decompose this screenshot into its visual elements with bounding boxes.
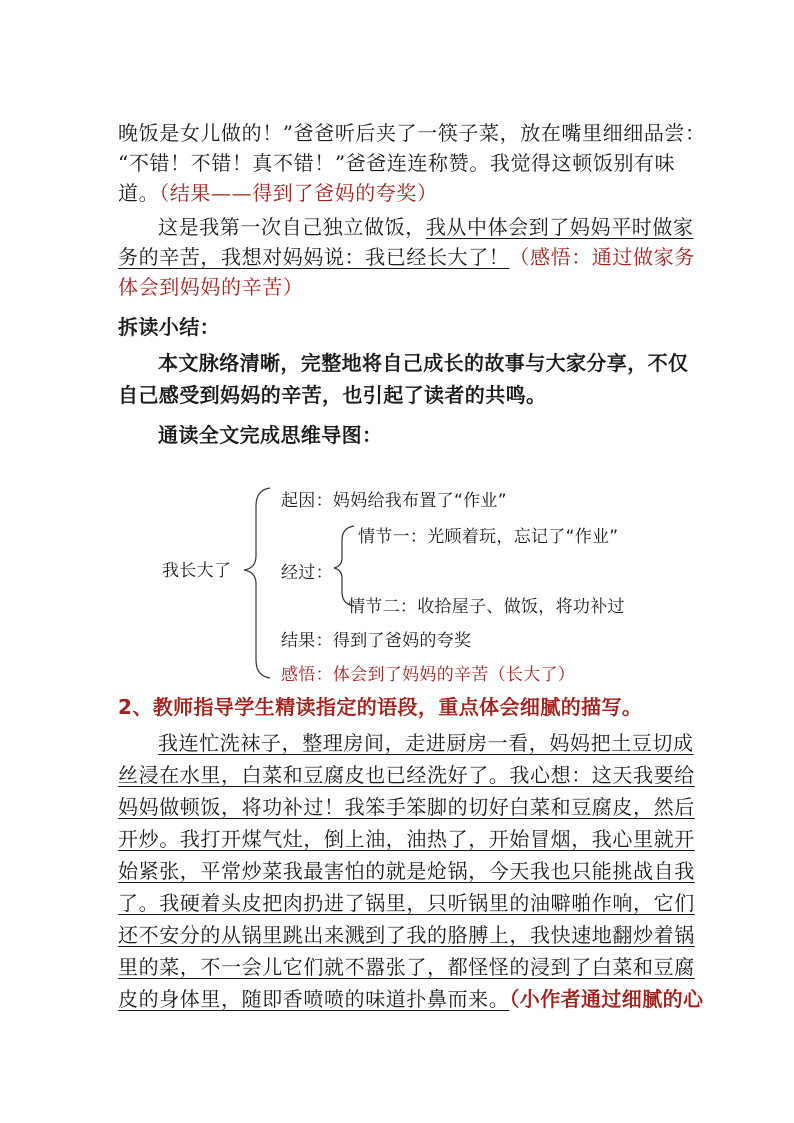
reading-line: 始紧张，平常炒菜我最害怕的就是炝锅，今天我也只能挑战自我 — [118, 859, 695, 883]
reading-line — [118, 984, 704, 1014]
paragraph-line: “不错！不错！真不错！”爸爸连连称赞。我觉得这顿饭别有味 — [118, 151, 676, 175]
reading-line: 丝浸在水里，白菜和豆腐皮也已经洗好了。我心想：这天我要给 — [118, 763, 695, 787]
paragraph-text: 道。 — [118, 181, 160, 205]
reading-line: 里的菜，不一会儿它们就不嚣张了，都怪怪的浸到了白菜和豆腐 — [118, 955, 695, 979]
annotation-note: （小作者通过细腻的心 — [509, 987, 704, 1011]
reading-line: 开炒。我打开煤气灶，倒上油，油热了，开始冒烟，我心里就开 — [118, 827, 695, 851]
reading-line: 我连忙洗袜子，整理房间，走进厨房一看，妈妈把土豆切成 — [158, 731, 694, 755]
paragraph-text: 这是我第一次自己独立做饭， — [158, 215, 426, 239]
mind-map-cause: 起因：妈妈给我布置了“作业” — [281, 491, 507, 511]
reading-line: 还不安分的从锅里跳出来溅到了我的胳膊上，我快速地翻炒着锅 — [118, 923, 695, 947]
reading-line: 了。我硬着头皮把肉扔进了锅里，只听锅里的油噼啪作响，它们 — [118, 891, 695, 915]
mind-map-process: 经过： — [281, 563, 333, 583]
annotation-note: 体会到妈妈的辛苦） — [118, 275, 304, 299]
underlined-text: 务的辛苦，我想对妈妈说：我已经长大了！ — [118, 245, 510, 269]
underlined-text: 皮的身体里，随即香喷喷的味道扑鼻而来。 — [118, 987, 510, 1011]
mind-map-plot2: 情节二：收拾屋子、做饭，将功补过 — [348, 597, 625, 617]
mind-map-root: 我长大了 — [162, 561, 232, 581]
annotation-note: （结果——得到了爸妈的夸奖） — [159, 181, 438, 205]
paragraph-line: 晚饭是女儿做的！”爸爸听后夹了一筷子菜，放在嘴里细细品尝： — [118, 121, 706, 145]
mind-map-plot1: 情节一：光顾着玩，忘记了“作业” — [358, 527, 619, 547]
mindmap-intro: 通读全文完成思维导图： — [158, 423, 383, 447]
mind-map-insight: 感悟：体会到了妈妈的辛苦（长大了） — [281, 665, 576, 685]
main-brace — [244, 488, 270, 678]
mind-map-result: 结果：得到了爸妈的夸奖 — [281, 631, 472, 651]
summary-heading: 拆读小结： — [118, 315, 220, 339]
summary-line: 本文脉络清晰，完整地将自己成长的故事与大家分享，不仅 — [158, 351, 689, 375]
annotation-note: （感悟：通过做家务 — [509, 245, 695, 269]
section-heading: 2、教师指导学生精读指定的语段，重点体会细腻的描写。 — [118, 695, 643, 719]
underlined-text: 我从中体会到了妈妈平时做家 — [425, 215, 694, 239]
reading-line: 妈妈做顿饭，将功补过！我笨手笨脚的切好白菜和豆腐皮，然后 — [118, 795, 695, 819]
summary-line: 自己感受到妈妈的辛苦，也引起了读者的共鸣。 — [118, 383, 547, 407]
